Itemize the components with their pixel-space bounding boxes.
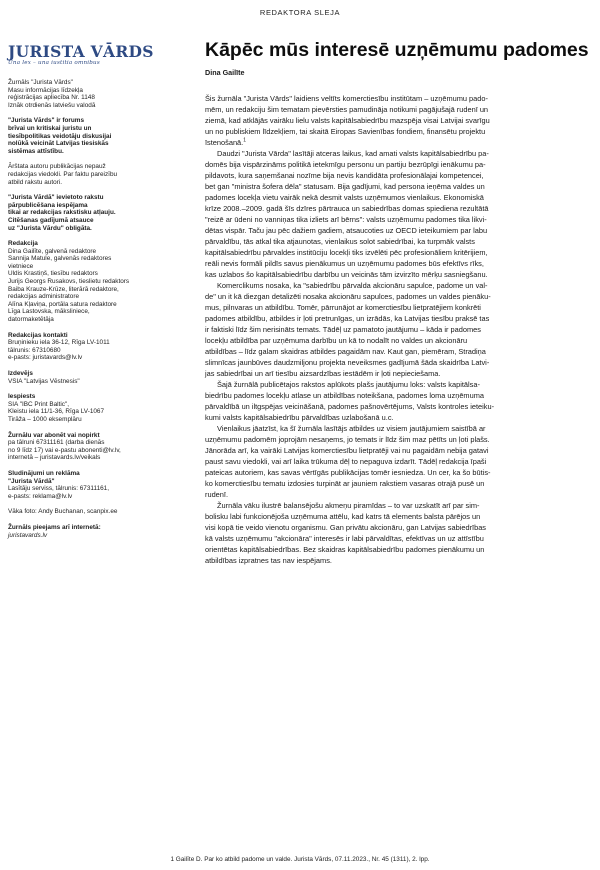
masthead-line: pārpublicēšana iespējama — [8, 201, 88, 209]
paragraph-line: kas uzlabos šo kapitālsabiedrību darbību un veicinās tām izvirzīto mērķu sasniegšanu. — [205, 270, 488, 279]
article-paragraph — [205, 379, 589, 423]
paragraph-line: uzņēmumu padomēm joprojām nesaņems, jo temats ir līdz šim maz pētīts un ļoti plašs. — [205, 435, 490, 444]
masthead-block — [8, 163, 146, 186]
masthead-line: juristavards.lv — [8, 531, 48, 539]
paragraph-line: pildavots, kura saņemšanai nozīme bija nevis kandidāta profesionālajai kompetencei, — [205, 171, 484, 180]
masthead-line: Citēšanas gadījumā atsauce — [8, 216, 94, 224]
paragraph-line: reāli nevis formāli pildīs savus pienākumus un uzņēmumu padomes būs efektīvs rīks, — [205, 259, 484, 268]
masthead-block — [8, 370, 146, 385]
masthead-line: uz "Jurista Vārdu" obligāta. — [8, 224, 92, 232]
paragraph-line: padomes atbildību, atbildes ir ļoti pretrunīgas, un izrādās, ka Latvijas tiesību praksē tas — [205, 314, 490, 323]
masthead-line: tālrunis: 67310680 — [8, 346, 61, 354]
paragraph-line: bet gan "ministra šofera dēla" statusam. Bija gadījumi, kad persona ieņēma valdes un — [205, 182, 485, 191]
article-body — [205, 93, 589, 566]
logo-tagline: Una lex – una iustitia omnibus — [8, 60, 100, 66]
article-paragraph — [205, 93, 589, 148]
paragraph-line: "reizē ar ūdeni no vanniņas tika izliets arī bērns": valsts uzņēmumu padomes tika likvi- — [205, 215, 487, 224]
masthead-line: Izdevējs — [8, 370, 33, 377]
masthead-block — [8, 332, 146, 362]
masthead-block — [8, 393, 146, 423]
masthead-line: VSIA "Latvijas Vēstnesis" — [8, 377, 80, 385]
paragraph-line: Šajā žurnālā publicētajos rakstos aplūkots plašs jautājumu loks: valsts kapitālsa- — [217, 380, 480, 389]
masthead-line: Lasītāju serviss, tālrunis: 67311161, — [8, 485, 110, 493]
paragraph-line: rudenī. — [205, 490, 229, 499]
paragraph-line: Šis žurnāla "Jurista Vārds" laidiens veltīts komerctiesību institūtam – uzņēmumu pado- — [205, 94, 488, 103]
footnote-reference[interactable]: 1 — [243, 137, 246, 144]
masthead-line: no 9 līdz 17) vai e-pastu abonenti@lv.lv, — [8, 446, 121, 454]
masthead-line: atbild rakstu autori. — [8, 178, 62, 186]
paragraph-line: ko komerctiesību tematu izdosies turpināt ar jauniem rakstiem vasaras otrajā pusē un — [205, 479, 485, 488]
masthead-line: Tirāža – 1000 eksemplāru — [8, 415, 82, 423]
paragraph-line: ir faktiski līdz šim nerisināts temats. Tādēļ uz pamatoto jautājumu – kāda ir padomes — [205, 325, 481, 334]
masthead-line: sistēmas attīstību. — [8, 147, 64, 155]
paragraph-line: Komerclikums nosaka, ka "sabiedrību pārvalda akcionāru sapulce, padome un val- — [217, 281, 488, 290]
masthead-line: Sannija Matule, galvenās redaktores — [8, 255, 112, 263]
masthead-line: Bruņinieku iela 36-12, Rīga LV-1011 — [8, 339, 110, 347]
masthead-line: tikai ar redakcijas rakstisku atļauju. — [8, 209, 116, 217]
masthead-line: redakcijas administratore — [8, 293, 80, 301]
article-paragraph — [205, 500, 589, 566]
editorial-article — [205, 38, 589, 566]
article-paragraph — [205, 280, 589, 379]
masthead-line: Uldis Krastiņš, tiesību redaktors — [8, 270, 98, 278]
paragraph-line: un no publiskiem līdzekļiem, tai skaitā Eiropas Savienības fondiem, finansētu projektu — [205, 127, 486, 136]
masthead-line: Iznāk otrdienās latviešu valodā — [8, 101, 96, 109]
masthead-line: Vāka foto: Andy Buchanan, scanpix.ee — [8, 508, 118, 516]
paragraph-line: kā valsts uzņēmumu "akcionāra" interesēs ir labi pārvaldītas, efektīvas un uz attīstību — [205, 534, 484, 543]
paragraph-line: jas sabiedrībai un arī tiesību aizsardzības iestādēm ir ļoti nepieciešama. — [205, 369, 441, 378]
masthead-line: "Jurista Vārdā" — [8, 477, 55, 485]
paragraph-line: dētas vispār. Taču jau pēc dažiem gadiem, atsaucoties uz OECD ieteikumiem par labu — [205, 226, 488, 235]
masthead-line: internetā – juristavards.lv/veikals — [8, 454, 101, 462]
article-paragraph — [205, 423, 589, 500]
masthead-line: datormaketētāja — [8, 316, 54, 324]
paragraph-line: kumi valsts kapitālsabiedrību pārvaldības uzlabošanā u.c. — [205, 413, 394, 422]
masthead-line: Iespiests — [8, 393, 36, 401]
masthead-line: reģistrācijas apliecība Nr. 1148 — [8, 94, 95, 102]
paragraph-line: de" un it kā diezgan detalizēti nosaka akcionāru sapulces, padomes un valdes pienāku- — [205, 292, 491, 301]
masthead-block — [8, 194, 146, 232]
masthead-line: tiesībpolitikas veidotāju diskusijai — [8, 132, 112, 140]
masthead-line: Masu informācijas līdzekļa — [8, 86, 83, 94]
article-title: Kāpēc mūs interesē uzņēmumu padomes — [205, 39, 589, 61]
masthead-line: Baiba Krauze-Krūze, literārā redaktore, — [8, 285, 119, 293]
masthead-line: redakcijas viedokli. Par faktu pareizību — [8, 170, 118, 178]
paragraph-line: orientētas kapitālsabiedrības. Bez skaidras kapitālsabiedrību padomes pienākumu un — [205, 545, 485, 554]
paragraph-line: domēs bija vispārzināms politikā ietekmīgu personu un partiju bezrūpīgi ienākumu pa- — [205, 160, 486, 169]
masthead-block — [8, 240, 146, 324]
masthead-line: Sludinājumi un reklāma — [8, 469, 80, 477]
paragraph-line: pārvaldību, tās atkal tika atjaunotas, vienlaikus solot sabiedrībai, ka turpmāk valsts — [205, 237, 475, 246]
masthead-line: pa tālruni 67311161 (darba dienās — [8, 439, 105, 447]
masthead-line: Žurnāls "Jurista Vārds" — [8, 79, 73, 86]
paragraph-line: locekļu atbildība par uzņēmuma darbību un kā to nodalīt no valdes un akcionāru — [205, 336, 468, 345]
masthead-line: Alīna Kļaviņa, portāla satura redaktore — [8, 300, 117, 308]
logo-wordmark: JURISTA VĀRDS — [8, 42, 154, 61]
paragraph-line: Jānorāda arī, ka vairāki Latvijas komerctiesību lietpratēji vai nu pagaidām nebija gatavi — [205, 446, 489, 455]
masthead-line: Ārštata autoru publikācijas nepauž — [8, 163, 106, 171]
section-label: REDAKTORA SLEJA — [259, 8, 341, 17]
paragraph-line: īstenošanā.$^1$ — [205, 137, 246, 147]
paragraph-line: atbildības izpratnes tas nav iespējams. — [205, 556, 332, 565]
journal-logo — [8, 42, 154, 67]
masthead-line: Žurnālu var abonēt vai nopirkt — [8, 431, 100, 439]
paragraph-line: Vienlaikus jāatzīst, ka šī žurnāla lasītājs atbildes uz visiem jautājumiem saistībā ar — [217, 424, 486, 433]
masthead-line: Jurijs Georgs Rusakovs, tieslietu redaktors — [8, 278, 130, 286]
paragraph-line: mēm, un redakciju šim tematam pievērsties pamudināja notikumi pagājušajā rudenī un — [205, 105, 489, 114]
masthead-line: Redakcija — [8, 240, 38, 248]
masthead-line: Līga Lastovska, māksliniece, — [8, 308, 90, 316]
paragraph-line: pateicas autoriem, kas savas vērtīgās publikācijas tomēr iesniedza. Un cer, ka šo būtis- — [205, 468, 491, 477]
article-author: Dina Gailīte — [205, 68, 245, 77]
masthead-block — [8, 79, 146, 109]
masthead-line: SIA "IBC Print Baltic", — [8, 400, 70, 408]
masthead-sidebar — [8, 42, 154, 539]
paragraph-line: Žurnāla vāku ilustrē balansējošu akmeņu piramīdas – to var uzskatīt arī par sim- — [217, 501, 480, 510]
masthead-line: "Jurista Vārds" ir forums — [8, 117, 85, 125]
article-paragraph — [205, 148, 589, 280]
masthead-line: e-pasts: juristavards@lv.lv — [8, 354, 83, 362]
footnote: 1 Gailīte D. Par ko atbild padome un valde. Jurista Vārds, 07.11.2023., Nr. 45 (1311), 2. lpp. — [170, 856, 430, 863]
masthead-line: nolūkā veicināt Latvijas tiesiskās — [8, 140, 109, 148]
paragraph-line: visi kopā tie veido vienotu organismu. Gan privātu akcionāru, gan Latvijas sabiedrības — [205, 523, 487, 532]
masthead-line: e-pasts: reklama@lv.lv — [8, 492, 73, 500]
masthead-block — [8, 524, 146, 539]
paragraph-line: mus, pilnvaras un atbildību. Tomēr, pārrunājot ar komerctiesību lietpratējiem konkrēti — [205, 303, 481, 312]
paragraph-line: atbildības – līdz galam skaidras atbildes pagaidām nav. Kaut gan, piemēram, Stradiņa — [205, 347, 486, 356]
masthead-line: "Jurista Vārdā" ievietoto rakstu — [8, 194, 104, 202]
paragraph-line: biedrību padomes locekļu atlase un atbildības noteikšana, padomes loma uzņēmuma — [205, 391, 484, 400]
masthead-block — [8, 508, 146, 516]
masthead-block — [8, 117, 146, 155]
paragraph-line: Daudzi "Jurista Vārda" lasītāji atceras laikus, kad amati valsts kapitālsabiedrību pa- — [217, 149, 489, 158]
masthead-line: Redakcijas kontakti — [8, 331, 68, 339]
paragraph-line: paust savu viedokli, vai arī laika trūkuma dēļ to nepaguva izdarīt. Tādēļ redakcija īpaši — [205, 457, 487, 466]
paragraph-line: bolisku labi funkcionējoša uzņēmuma attēlu, kad katrs tā elements balsta pārējos un — [205, 512, 481, 521]
paragraph-line: kapitālsabiedrību pārvaldes institūciju locekļi tiks izvēlēti pēc profesionāliem kritērijiem, — [205, 248, 488, 257]
paragraph-line: krīze 2008.–2009. gadā šīs dzīres pārtrauca un sabiedrības domas spiediena rezultātā — [205, 204, 489, 213]
masthead-line: vietniece — [8, 262, 34, 270]
paragraph-line: slimnīcas jaunbūves daudzmiljonu projekta neveiksmes gadījumā šāda skaidrība Latvi- — [205, 358, 490, 367]
masthead-blocks — [8, 79, 146, 539]
paragraph-line: ziemā, kad atklājās vairāku lielu valsts kapitālsabiedrību mazspēja visai Latvijai svarīgu — [205, 116, 490, 125]
masthead-line: Žurnāls pieejams arī internetā: — [8, 523, 101, 531]
masthead-block — [8, 432, 146, 462]
paragraph-line: padomes locekļa vietu vairāk nekā desmit valsts uzņēmumos vienlaikus. Ekonomiskā — [205, 193, 484, 202]
paragraph-line: pārvaldībā un iltgspējas veicināšanā, padomes pašnovērtējums, Valsts kontroles ieteiku- — [205, 402, 495, 411]
masthead-line: brīvai un kritiskai juristu un — [8, 124, 92, 132]
masthead-line: Kleistu iela 11/1-36, Rīga LV-1067 — [8, 408, 105, 416]
masthead-block — [8, 470, 146, 500]
masthead-line: Dina Gailīte, galvenā redaktore — [8, 247, 97, 255]
